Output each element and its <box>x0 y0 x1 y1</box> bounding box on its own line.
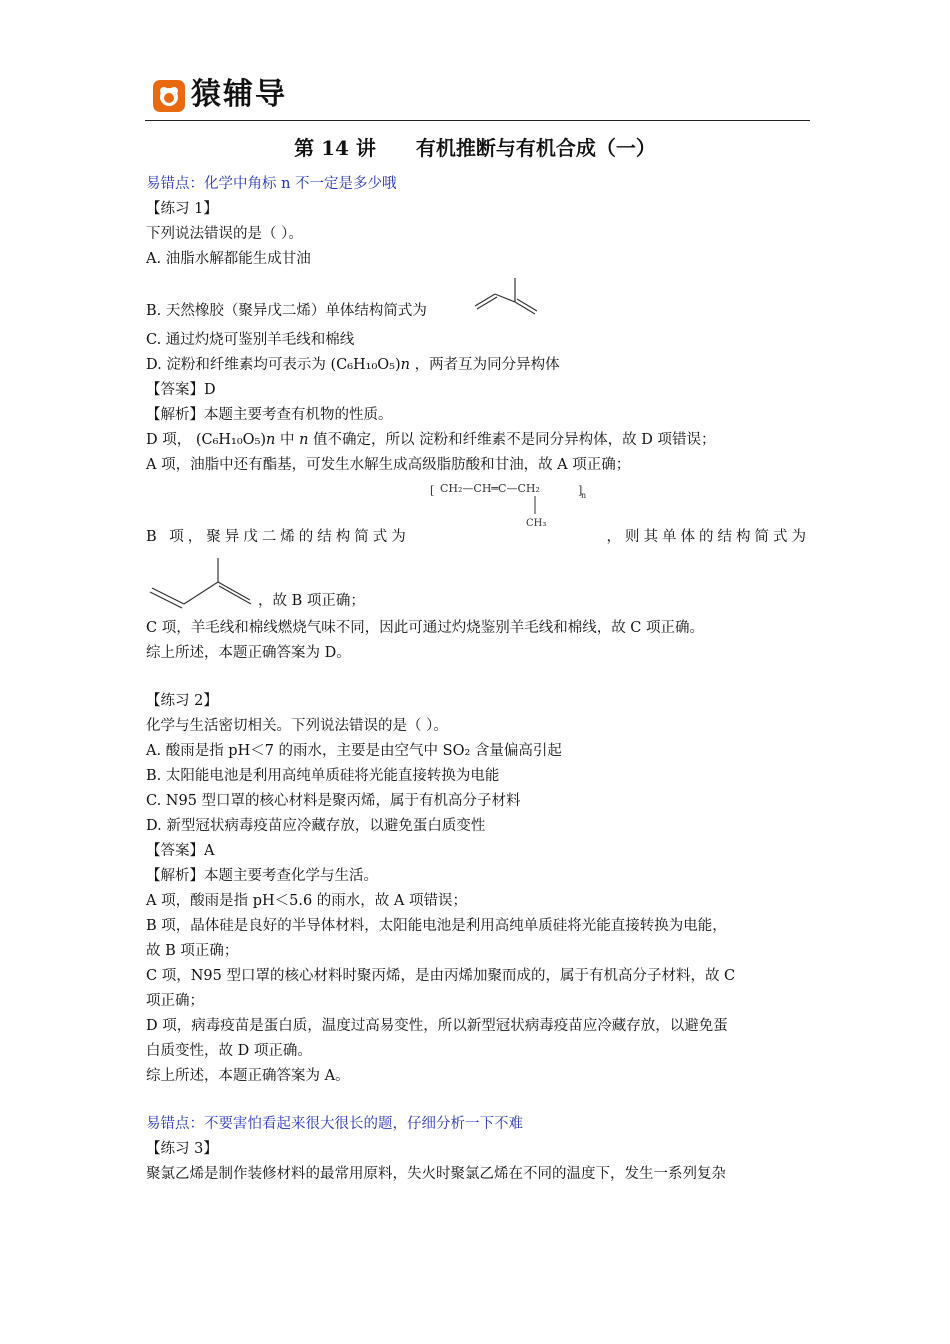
starch-formula: (C₆H₁₀O₅)𝑛 <box>195 432 276 448</box>
option-c: C. 通过灼烧可鉴别羊毛线和棉线 <box>146 332 355 348</box>
tip-line: 易错点：不要害怕看起来很大很长的题，仔细分析一下不难 <box>146 1116 523 1132</box>
svg-text:[: [ <box>430 484 435 497</box>
polyisoprene-structure-icon <box>428 480 588 530</box>
exercise-label: 【练习 3】 <box>146 1141 218 1157</box>
brand-name: 猿辅导 <box>191 77 287 112</box>
question-text: 下列说法错误的是（ ）。 <box>146 226 303 242</box>
monomer-row <box>146 554 810 616</box>
brand-logo-icon <box>153 80 185 112</box>
answer-line: 【答案】A <box>146 843 215 859</box>
option-c: C. N95 型口罩的核心材料是聚丙烯，属于有机高分子材料 <box>146 793 521 809</box>
svg-text:]: ] <box>578 484 583 497</box>
option-b: B. 天然橡胶（聚异戊二烯）单体结构简式为 <box>146 303 427 319</box>
analysis-a: A 项，酸雨是指 pH＜5.6 的雨水，故 A 项错误； <box>146 893 467 909</box>
summary-line: 综上所述，本题正确答案为 A。 <box>146 1068 350 1084</box>
document-body <box>146 172 810 1187</box>
analysis-d-line1: D 项，病毒疫苗是蛋白质，温度过高易变性，所以新型冠状病毒疫苗应冷藏存放，以避免蛋 <box>146 1018 728 1034</box>
summary-line: 综上所述，本题正确答案为 D。 <box>146 645 351 661</box>
isoprene-structure-icon <box>471 272 551 318</box>
lecture-number: 第 14 讲 <box>294 136 376 160</box>
polymer-main: CH₂—CH═C—CH₂ <box>440 482 540 495</box>
option-d: D. 淀粉和纤维素均可表示为 (C₆H₁₀O₅)𝑛 ，两者互为同分异构体 <box>146 357 560 373</box>
isoprene-structure-icon <box>146 554 256 614</box>
exercise-label: 【练习 1】 <box>146 201 218 217</box>
question-text: 聚氯乙烯是制作装修材料的最常用原料，失火时聚氯乙烯在不同的温度下，发生一系列复杂 <box>146 1166 726 1182</box>
analysis-b-suffix: ，则其单体的结构简式为 <box>606 529 810 545</box>
page-title <box>0 135 950 161</box>
exercise-label: 【练习 2】 <box>146 693 218 709</box>
polymer-n: n <box>581 491 587 500</box>
answer-line: 【答案】D <box>146 382 216 398</box>
header-divider <box>145 120 810 121</box>
analysis-b-line1: B 项，晶体硅是良好的半导体材料，太阳能电池是利用高纯单质硅将光能直接转换为电能， <box>146 918 727 934</box>
analysis-b-end: ，故 B 项正确； <box>258 593 365 609</box>
tip-line: 易错点：化学中角标 n 不一定是多少哦 <box>146 176 397 192</box>
analysis-d-line2: 白质变性，故 D 项正确。 <box>146 1043 312 1059</box>
analysis-c-line1: C 项，N95 型口罩的核心材料时聚丙烯，是由丙烯加聚而成的，属于有机高分子材料，故 C <box>146 968 736 984</box>
analysis-b-prefix: B 项，聚异戊二烯的结构简式为 <box>146 529 410 545</box>
option-a: A. 油脂水解都能生成甘油 <box>146 251 311 267</box>
option-a: A. 酸雨是指 pH＜7 的雨水，主要是由空气中 SO₂ 含量偏高引起 <box>146 743 562 759</box>
starch-formula: (C₆H₁₀O₅)𝑛 <box>330 357 410 373</box>
analysis-b-row <box>146 478 810 554</box>
analysis-c: C 项，羊毛线和棉线燃烧气味不同，因此可通过灼烧鉴别羊毛线和棉线，故 C 项正确。 <box>146 620 705 636</box>
analysis-line: 【解析】本题主要考查化学与生活。 <box>146 868 378 884</box>
header <box>145 74 810 122</box>
analysis-line: 【解析】本题主要考查有机物的性质。 <box>146 407 393 423</box>
lecture-topic: 有机推断与有机合成（一） <box>415 136 656 160</box>
analysis-b-line2: 故 B 项正确； <box>146 943 239 959</box>
option-b-row <box>146 272 810 328</box>
option-b: B. 太阳能电池是利用高纯单质硅将光能直接转换为电能 <box>146 768 500 784</box>
analysis-d: D 项， (C₆H₁₀O₅)𝑛 中 𝑛 值不确定，所以 淀粉和纤维素不是同分异构体，故 D 项错误； <box>146 432 716 448</box>
polymer-branch: CH₃ <box>526 518 547 529</box>
question-text: 化学与生活密切相关。下列说法错误的是（ ）。 <box>146 718 448 734</box>
analysis-a: A 项，油脂中还有酯基，可发生水解生成高级脂肪酸和甘油，故 A 项正确； <box>146 457 631 473</box>
analysis-c-line2: 项正确； <box>146 993 204 1009</box>
option-d: D. 新型冠状病毒疫苗应冷藏存放，以避免蛋白质变性 <box>146 818 486 834</box>
